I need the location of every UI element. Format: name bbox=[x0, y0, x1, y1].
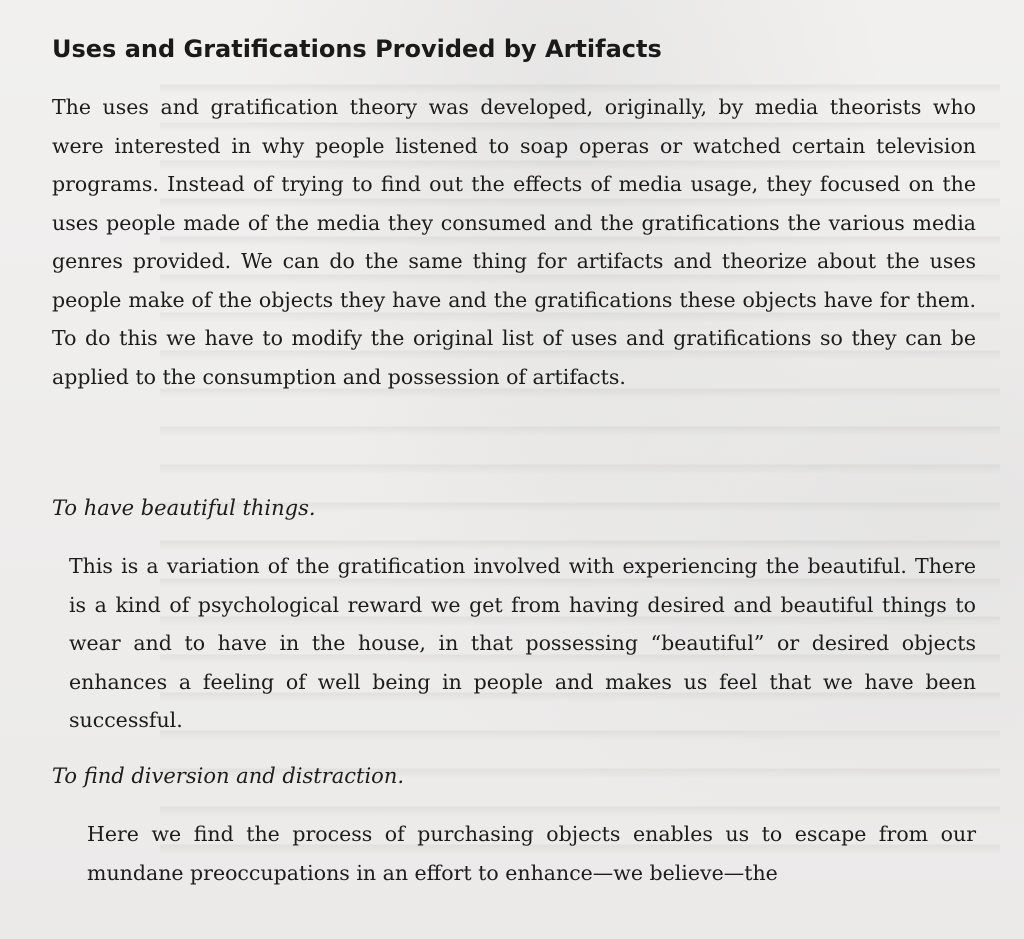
paragraph-diversion: Here we find the process of purchasing objects enables us to escape from our mundane preoccupations in an effort to enhance—we believe—the bbox=[87, 822, 976, 885]
subheading-diversion: To find diversion and distraction. bbox=[52, 764, 405, 788]
paragraph-beautiful-things: This is a variation of the gratification involved with experiencing the beautiful. There is a kind of psychological reward we get from having desired and beautiful things to wear and to have in the house, in that possessing “beautiful” or desired objects enhances a feeling of well being in people and makes us feel that we have been successful. bbox=[69, 554, 976, 732]
section-heading: Uses and Gratifications Provided by Artifacts bbox=[52, 35, 662, 63]
intro-paragraph: The uses and gratification theory was developed, originally, by media theorists who were interested in why people listened to soap operas or watched certain television programs. Instead of trying to find out the effects of media usage, they focused on the uses people made of the media they consumed and the gratifications the various media genres provided. We can do the same thing for artifacts and theorize about the uses people make of the objects they have and the gratifications these objects have for them. To do this we have to modify the original list of uses and gratifications so they can be applied to the consumption and possession of artifacts. bbox=[52, 95, 976, 389]
subheading-beautiful-things: To have beautiful things. bbox=[52, 496, 316, 520]
